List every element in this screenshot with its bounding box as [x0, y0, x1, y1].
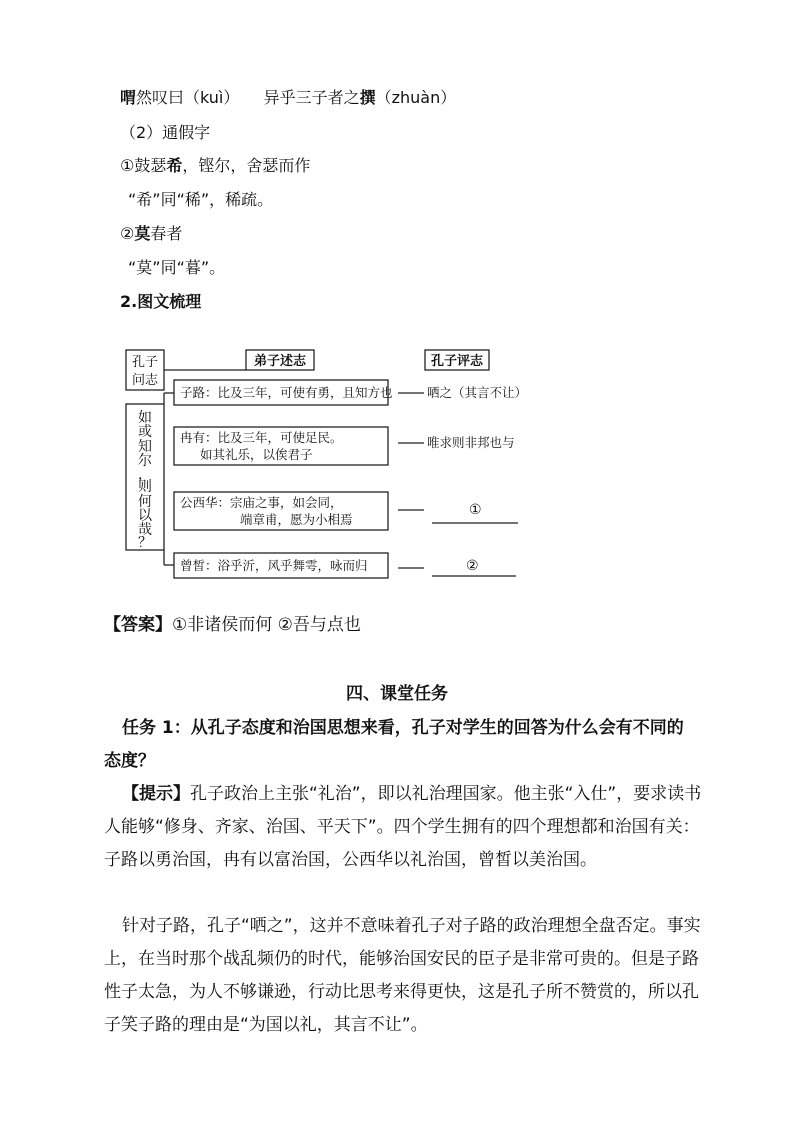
task1-title-text: 任务 1：从孔子态度和治国思想来看，孔子对学生的回答为什么会有不同的态度？: [104, 718, 684, 771]
row-3-line-1: 公西华：宗庙之事，如会同，: [180, 495, 343, 510]
task1-para2: [104, 910, 704, 1042]
tongjia-item2-post: 春者: [150, 224, 183, 243]
tongjia-item1-pre: ①鼓瑟: [120, 156, 167, 175]
mind-map-diagram: [0, 330, 794, 630]
vocab-line: [120, 87, 456, 109]
task1-title: [104, 712, 694, 778]
question-char: 知: [138, 439, 152, 455]
question-char: 如: [138, 410, 152, 426]
vocab-kui-char: 喟: [120, 88, 137, 107]
question-char: 何: [138, 494, 152, 510]
question-char: 或: [138, 424, 152, 440]
tongjia-item2-char: 莫: [134, 224, 151, 243]
section2-title: 2.图文梳理: [120, 292, 202, 311]
row-4-line-1: 曾皙：浴乎沂，风乎舞雩，咏而归: [180, 558, 368, 573]
answer-text: ①非诸侯而何 ②吾与点也: [172, 615, 361, 635]
ask-label-2: 问志: [131, 373, 159, 388]
ask-label-1: 孔子: [131, 355, 159, 370]
vocab-zhuan-pre: 异乎三子者之: [263, 88, 360, 107]
vocab-kui-rest: 然叹曰（kuì）: [136, 88, 240, 107]
answer-label: 【答案】: [104, 615, 172, 635]
tongjia-item2-note: “莫”同“暮”。: [128, 258, 226, 277]
row-2-line-2: 如其礼乐，以俟君子: [200, 447, 313, 462]
tongjia-item1-post: ，铿尔，舍瑟而作: [182, 156, 311, 175]
vocab-zhuan-char: 撰: [359, 88, 376, 107]
header-comments: 孔子评志: [430, 354, 484, 369]
tongjia-item2-pre: ②: [120, 224, 135, 243]
row-1-line-1: 子路：比及三年，可使有勇，且知方也: [180, 385, 393, 400]
row-3-line-2: 端章甫，愿为小相焉: [240, 512, 353, 527]
tongjia-item1-char: 希: [166, 156, 183, 175]
task1-hint: [104, 778, 704, 877]
question-char: ？: [138, 535, 152, 551]
para2-text: 针对子路，孔子“哂之”，这并不意味着孔子对子路的政治理想全盘否定。事实上，在当时那个战乱频仍的时代，能够治国安民的臣子是非常可贵的。但是子路性子太急，为人不够谦逊，行动比思考来得更快，这是孔子所不赞赏的，所以孔子笑子路的理由是“为国以礼，其言不让”。: [104, 916, 701, 1035]
tongjia-heading: （2）通假字: [120, 123, 211, 142]
row-2-comment: 唯求则非邦也与: [427, 435, 515, 450]
tongjia-item1-note: “希”同“稀”，稀疏。: [128, 190, 274, 209]
vocab-zhuan-rest: （zhuàn）: [375, 88, 457, 107]
section4-title: 四、课堂任务: [346, 684, 448, 704]
hint-text: 孔子政治上主张“礼治”，即以礼治理国家。他主张“入仕”，要求读书人能够“修身、齐家、治国、平天下”。四个学生拥有的四个理想都和治国有关：子路以勇治国，冉有以富治国，公西华以礼治国，曾皙以美治国。: [104, 784, 702, 870]
answer-line: [104, 614, 361, 636]
header-students: 弟子述志: [253, 354, 307, 369]
hint-label: 【提示】: [122, 784, 190, 804]
question-char: ，: [138, 467, 152, 483]
row-1-comment: 哂之（其言不让）: [427, 385, 528, 400]
tongjia-item-2: [120, 223, 182, 245]
question-char: 以: [138, 508, 152, 524]
question-char: 哉: [138, 522, 152, 538]
question-char: 尔: [138, 453, 152, 469]
tongjia-item-1: [120, 155, 310, 177]
question-char: 则: [138, 479, 152, 495]
row-4-comment: ②: [466, 558, 479, 574]
row-2-line-1: 冉有：比及三年，可使足民。: [180, 430, 343, 445]
row-3-comment: ①: [469, 502, 482, 518]
